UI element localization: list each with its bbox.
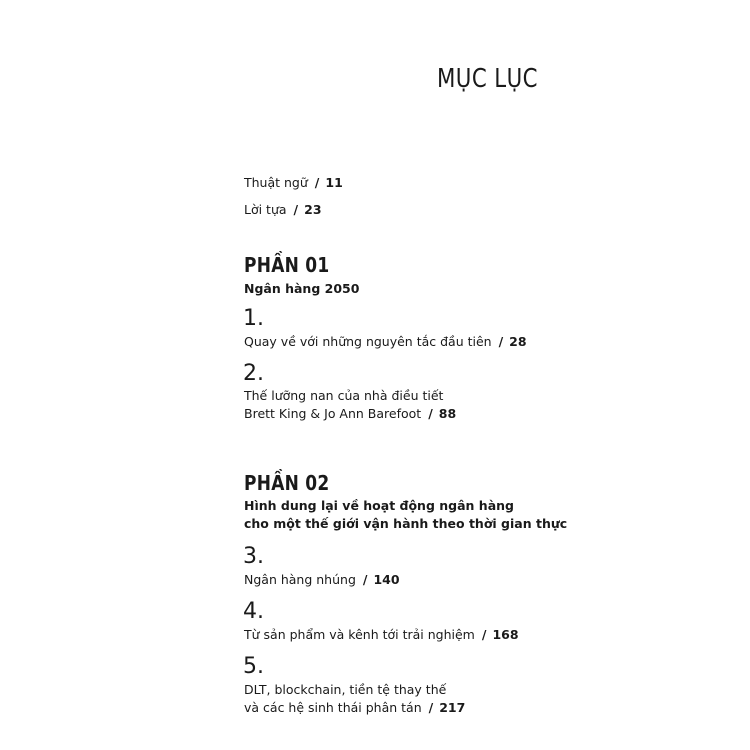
toc-entry-preface — [244, 202, 322, 217]
part-subtitle: Ngân hàng 2050 — [244, 281, 360, 296]
part-heading: PHẦN 02 — [244, 471, 330, 495]
toc-entry-chapter-5-line-1 — [244, 682, 446, 697]
toc-entry-chapter-3 — [244, 572, 400, 587]
toc-entry-chapter-4 — [244, 627, 519, 642]
page-title: MỤC LỤC — [437, 64, 538, 94]
entry-page-number: 88 — [438, 406, 457, 421]
entry-label: Ngân hàng nhúng — [244, 572, 356, 587]
entry-separator: / — [428, 406, 433, 421]
chapter-number: 4. — [243, 599, 264, 624]
chapter-number: 5. — [243, 654, 264, 679]
toc-entry-chapter-2-line-2 — [244, 406, 456, 421]
part-heading: PHẦN 01 — [244, 253, 330, 277]
entry-page-number: 140 — [373, 572, 400, 587]
entry-separator: / — [314, 175, 320, 190]
entry-separator: / — [481, 627, 487, 642]
entry-separator: / — [362, 572, 368, 587]
entry-page-number: 11 — [325, 175, 343, 190]
chapter-number: 3. — [243, 544, 264, 569]
toc-entry-chapter-1 — [244, 334, 527, 349]
toc-entry-chapter-5-line-2 — [244, 700, 465, 715]
entry-separator: / — [498, 334, 504, 349]
part-subtitle-line-2: cho một thế giới vận hành theo thời gian thực — [244, 516, 568, 531]
entry-separator: / — [428, 700, 434, 715]
entry-page-number: 168 — [492, 627, 519, 642]
entry-page-number: 28 — [509, 334, 527, 349]
entry-label: Lời tựa — [244, 202, 287, 217]
chapter-number: 1. — [243, 306, 264, 331]
entry-label: Thuật ngữ — [244, 175, 308, 190]
toc-entry-glossary — [244, 175, 343, 190]
entry-separator: / — [293, 202, 299, 217]
toc-entry-chapter-2-line-1 — [244, 388, 443, 403]
entry-label: Quay về với những nguyên tắc đầu tiên — [244, 334, 492, 349]
entry-label: và các hệ sinh thái phân tán — [244, 700, 422, 715]
part-subtitle-line-1: Hình dung lại về hoạt động ngân hàng — [244, 498, 514, 513]
entry-label: Thế lưỡng nan của nhà điều tiết — [244, 388, 444, 403]
entry-page-number: 23 — [304, 202, 322, 217]
entry-label: DLT, blockchain, tiền tệ thay thế — [244, 682, 447, 697]
entry-page-number: 217 — [439, 700, 466, 715]
chapter-number: 2. — [243, 361, 264, 386]
entry-label: Brett King & Jo Ann Barefoot — [244, 406, 422, 421]
entry-label: Từ sản phẩm và kênh tới trải nghiệm — [244, 627, 475, 642]
